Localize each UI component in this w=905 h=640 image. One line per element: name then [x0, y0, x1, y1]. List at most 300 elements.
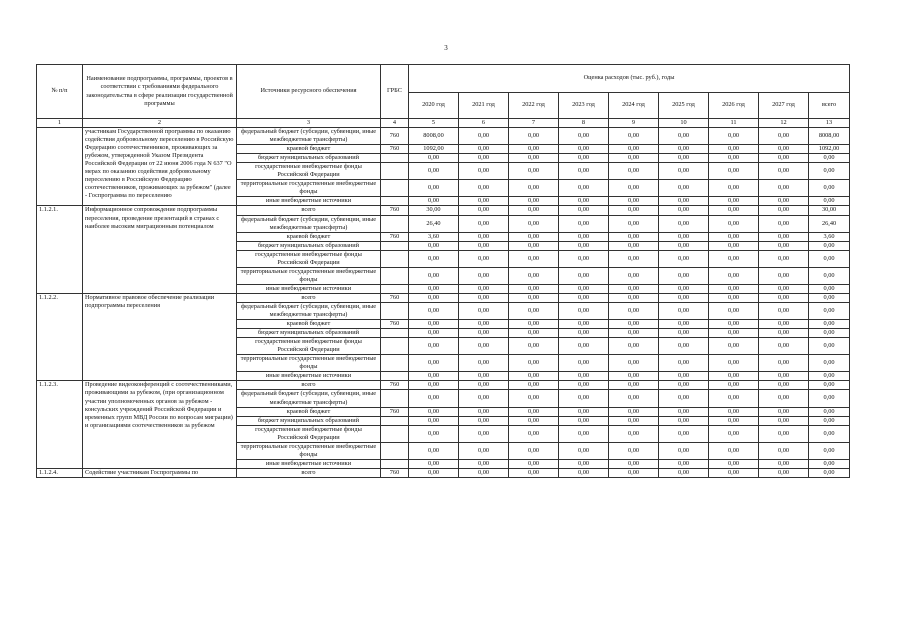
expense-value: 0,00: [709, 425, 759, 442]
expense-value: 0,00: [509, 338, 559, 355]
expense-value: 0,00: [659, 293, 709, 302]
column-number: 11: [709, 119, 759, 128]
header-year: 2024 год: [609, 93, 659, 119]
expense-value: 0,00: [559, 381, 609, 390]
expense-value: 0,00: [659, 128, 709, 145]
header-year: 2021 год: [459, 93, 509, 119]
expense-value: 0,00: [809, 468, 850, 477]
header-grbs: ГРБС: [381, 65, 409, 119]
expense-value: 0,00: [409, 241, 459, 250]
expense-value: 0,00: [759, 267, 809, 284]
column-number: 1: [37, 119, 83, 128]
expense-value: 0,00: [459, 372, 509, 381]
expense-value: 0,00: [459, 206, 509, 215]
expense-value: 0,00: [659, 320, 709, 329]
expense-value: 0,00: [759, 381, 809, 390]
expense-value: 0,00: [459, 320, 509, 329]
column-number: 6: [459, 119, 509, 128]
expense-value: 0,00: [809, 180, 850, 197]
header-year: 2020 год: [409, 93, 459, 119]
funding-source: федеральный бюджет (субсидии, субвенции, иные межбюджетные трансферты): [237, 390, 381, 407]
expense-value: 0,00: [559, 390, 609, 407]
expense-value: 26,40: [809, 215, 850, 232]
expense-value: 0,00: [609, 390, 659, 407]
funding-source: государственные внебюджетные фонды Российской Федерации: [237, 338, 381, 355]
expense-value: 0,00: [609, 293, 659, 302]
expense-value: 0,00: [709, 180, 759, 197]
expense-value: 0,00: [659, 206, 709, 215]
expense-value: 0,00: [709, 232, 759, 241]
expense-value: 0,00: [809, 284, 850, 293]
expense-value: 0,00: [409, 381, 459, 390]
page-number: 3: [444, 44, 448, 52]
expense-value: 0,00: [509, 381, 559, 390]
expense-value: 0,00: [559, 293, 609, 302]
expense-value: 0,00: [709, 372, 759, 381]
grbs-code: [381, 284, 409, 293]
expense-value: 0,00: [559, 206, 609, 215]
expense-value: 0,00: [409, 302, 459, 319]
expense-value: 1092,00: [809, 145, 850, 154]
grbs-code: 760: [381, 293, 409, 302]
grbs-code: [381, 215, 409, 232]
expense-value: 0,00: [759, 329, 809, 338]
expense-value: 30,00: [409, 206, 459, 215]
expense-value: 0,00: [459, 215, 509, 232]
expense-value: 0,00: [759, 442, 809, 459]
expense-value: 0,00: [759, 215, 809, 232]
expense-value: 0,00: [809, 425, 850, 442]
column-number: 8: [559, 119, 609, 128]
expense-value: 0,00: [509, 197, 559, 206]
expense-value: 0,00: [459, 442, 509, 459]
expense-value: 0,00: [509, 284, 559, 293]
expense-value: 0,00: [659, 232, 709, 241]
expense-value: 0,00: [809, 338, 850, 355]
expense-value: 0,00: [759, 302, 809, 319]
grbs-code: [381, 302, 409, 319]
expense-value: 0,00: [409, 284, 459, 293]
column-number: 7: [509, 119, 559, 128]
expense-value: 0,00: [709, 390, 759, 407]
expense-value: 0,00: [709, 267, 759, 284]
expense-value: 0,00: [809, 320, 850, 329]
expense-value: 0,00: [509, 293, 559, 302]
grbs-code: [381, 416, 409, 425]
header-year: 2023 год: [559, 93, 609, 119]
grbs-code: [381, 197, 409, 206]
expense-value: 0,00: [459, 302, 509, 319]
expense-value: 0,00: [659, 180, 709, 197]
expense-value: 0,00: [809, 293, 850, 302]
expense-value: 0,00: [609, 267, 659, 284]
expense-value: 0,00: [759, 180, 809, 197]
expense-value: 0,00: [509, 355, 559, 372]
funding-source: государственные внебюджетные фонды Российской Федерации: [237, 425, 381, 442]
expense-value: 0,00: [709, 442, 759, 459]
expense-value: 0,00: [609, 468, 659, 477]
grbs-code: [381, 372, 409, 381]
expense-value: 0,00: [509, 372, 559, 381]
grbs-code: 760: [381, 128, 409, 145]
expense-value: 0,00: [509, 180, 559, 197]
expense-value: 0,00: [759, 154, 809, 163]
expense-value: 0,00: [559, 154, 609, 163]
expense-value: 0,00: [809, 407, 850, 416]
expense-value: 0,00: [709, 145, 759, 154]
expense-value: 0,00: [609, 442, 659, 459]
grbs-code: 760: [381, 320, 409, 329]
expense-value: 0,00: [609, 372, 659, 381]
grbs-code: [381, 180, 409, 197]
expense-value: 0,00: [759, 372, 809, 381]
row-number: 1.1.2.4.: [37, 468, 83, 477]
expense-value: 0,00: [509, 232, 559, 241]
expense-value: 0,00: [459, 459, 509, 468]
expense-value: 0,00: [609, 459, 659, 468]
expense-value: 0,00: [759, 468, 809, 477]
expense-value: 0,00: [609, 355, 659, 372]
expense-value: 0,00: [659, 425, 709, 442]
expense-value: 0,00: [609, 407, 659, 416]
expense-value: 0,00: [659, 329, 709, 338]
column-number: 10: [659, 119, 709, 128]
funding-source: территориальные государственные внебюджетные фонды: [237, 267, 381, 284]
expense-value: 0,00: [559, 128, 609, 145]
expense-value: 0,00: [559, 338, 609, 355]
expense-value: 0,00: [659, 407, 709, 416]
expense-value: 0,00: [509, 468, 559, 477]
expense-value: 0,00: [759, 128, 809, 145]
grbs-code: [381, 329, 409, 338]
expense-value: 0,00: [409, 163, 459, 180]
expense-value: 0,00: [559, 163, 609, 180]
expense-value: 0,00: [659, 215, 709, 232]
header-num: № п/п: [37, 65, 83, 119]
funding-source: краевой бюджет: [237, 232, 381, 241]
expense-value: 0,00: [409, 425, 459, 442]
expense-value: 0,00: [709, 215, 759, 232]
funding-source: бюджет муниципальных образований: [237, 154, 381, 163]
expense-value: 0,00: [759, 163, 809, 180]
expense-value: 0,00: [809, 241, 850, 250]
expense-value: 0,00: [459, 381, 509, 390]
expense-value: 0,00: [509, 329, 559, 338]
funding-source: федеральный бюджет (субсидии, субвенции, иные межбюджетные трансферты): [237, 215, 381, 232]
expense-value: 0,00: [559, 241, 609, 250]
expense-value: 0,00: [659, 302, 709, 319]
funding-source: бюджет муниципальных образований: [237, 241, 381, 250]
expense-value: 0,00: [459, 154, 509, 163]
row-number: 1.1.2.1.: [37, 206, 83, 293]
expense-value: 0,00: [559, 267, 609, 284]
header-year: 2022 год: [509, 93, 559, 119]
expense-value: 0,00: [609, 250, 659, 267]
expense-value: 0,00: [759, 197, 809, 206]
column-number: 4: [381, 119, 409, 128]
expense-value: 0,00: [459, 163, 509, 180]
grbs-code: [381, 425, 409, 442]
column-number: 12: [759, 119, 809, 128]
expense-value: 0,00: [459, 355, 509, 372]
expense-value: 0,00: [759, 338, 809, 355]
expense-value: 0,00: [509, 416, 559, 425]
expense-value: 0,00: [759, 145, 809, 154]
expense-value: 26,40: [409, 215, 459, 232]
expense-value: 0,00: [759, 241, 809, 250]
expense-value: 0,00: [409, 267, 459, 284]
expense-value: 0,00: [559, 355, 609, 372]
expense-value: 0,00: [709, 407, 759, 416]
expense-value: 0,00: [659, 459, 709, 468]
expense-value: 0,00: [759, 232, 809, 241]
expense-value: 0,00: [709, 468, 759, 477]
expense-value: 0,00: [709, 284, 759, 293]
expense-value: 0,00: [659, 390, 709, 407]
expense-value: 0,00: [609, 416, 659, 425]
expense-value: 3,60: [409, 232, 459, 241]
expense-value: 0,00: [709, 241, 759, 250]
expense-value: 0,00: [409, 338, 459, 355]
column-number: 3: [237, 119, 381, 128]
expense-value: 0,00: [559, 329, 609, 338]
grbs-code: 760: [381, 206, 409, 215]
activity-name: Нормативное правовое обеспечение реализации подпрограммы переселения: [83, 293, 237, 380]
expense-value: 0,00: [459, 241, 509, 250]
expense-value: 0,00: [509, 267, 559, 284]
expense-value: 0,00: [559, 407, 609, 416]
expense-value: 0,00: [609, 206, 659, 215]
expense-value: 0,00: [409, 468, 459, 477]
expense-value: 0,00: [809, 390, 850, 407]
grbs-code: [381, 267, 409, 284]
expense-value: 0,00: [759, 293, 809, 302]
funding-source: краевой бюджет: [237, 145, 381, 154]
grbs-code: 760: [381, 232, 409, 241]
expense-value: 0,00: [509, 442, 559, 459]
expense-value: 0,00: [509, 145, 559, 154]
expense-value: 0,00: [559, 416, 609, 425]
expense-value: 0,00: [459, 232, 509, 241]
row-number: 1.1.2.3.: [37, 381, 83, 468]
expense-value: 0,00: [809, 267, 850, 284]
expense-value: 0,00: [509, 390, 559, 407]
expense-value: 0,00: [759, 390, 809, 407]
expense-value: 0,00: [659, 338, 709, 355]
expense-value: 0,00: [709, 355, 759, 372]
grbs-code: [381, 459, 409, 468]
expense-value: 0,00: [759, 250, 809, 267]
expense-value: 0,00: [809, 372, 850, 381]
expense-value: 0,00: [759, 206, 809, 215]
funding-source: краевой бюджет: [237, 320, 381, 329]
funding-source: территориальные государственные внебюджетные фонды: [237, 442, 381, 459]
expense-value: 0,00: [809, 250, 850, 267]
expense-value: 0,00: [459, 468, 509, 477]
expense-value: 0,00: [609, 338, 659, 355]
expense-value: 0,00: [759, 425, 809, 442]
expense-value: 0,00: [459, 267, 509, 284]
expense-value: 0,00: [559, 215, 609, 232]
expense-value: 0,00: [509, 163, 559, 180]
funding-source: федеральный бюджет (субсидии, субвенции, иные межбюджетные трансферты): [237, 128, 381, 145]
expense-value: 0,00: [609, 329, 659, 338]
funding-source: всего: [237, 293, 381, 302]
expense-value: 0,00: [809, 154, 850, 163]
column-number: 9: [609, 119, 659, 128]
expense-value: 0,00: [409, 293, 459, 302]
header-year: 2026 год: [709, 93, 759, 119]
grbs-code: [381, 154, 409, 163]
grbs-code: [381, 250, 409, 267]
column-number: 13: [809, 119, 850, 128]
expense-value: 0,00: [809, 442, 850, 459]
expense-value: 0,00: [709, 154, 759, 163]
expense-value: 0,00: [409, 390, 459, 407]
activity-name: участникам Государственной программы по оказанию содействия добровольному переселению в Российскую Федерацию соотечественников, проживающих за рубежом, утвержденной Указом Президента Российской Федерации от 22 июня 2006 года N 637 "О мерах по оказанию содействия добровольному переселению в Российскую Федерацию соотечественников, проживающих за рубежом" (далее - Госпрограмма по переселению: [83, 128, 237, 206]
expense-value: 0,00: [409, 372, 459, 381]
expense-value: 0,00: [459, 416, 509, 425]
expense-value: 0,00: [709, 197, 759, 206]
expense-value: 3,60: [809, 232, 850, 241]
expense-value: 0,00: [559, 250, 609, 267]
table-row: [37, 128, 850, 145]
header-source: Источники ресурсного обеспечения: [237, 65, 381, 119]
header-year: всего: [809, 93, 850, 119]
expense-value: 0,00: [409, 154, 459, 163]
expense-value: 0,00: [459, 128, 509, 145]
expense-value: 0,00: [609, 232, 659, 241]
activity-name: Содействие участникам Госпрограммы по: [83, 468, 237, 477]
expense-value: 0,00: [809, 459, 850, 468]
funding-source: всего: [237, 381, 381, 390]
expense-value: 0,00: [809, 416, 850, 425]
expense-value: 0,00: [609, 425, 659, 442]
funding-source: иные внебюджетные источники: [237, 459, 381, 468]
funding-source: всего: [237, 468, 381, 477]
expense-value: 0,00: [659, 442, 709, 459]
expense-value: 0,00: [709, 293, 759, 302]
expense-value: 0,00: [759, 284, 809, 293]
expense-value: 0,00: [609, 128, 659, 145]
expense-value: 0,00: [409, 320, 459, 329]
expense-value: 0,00: [559, 442, 609, 459]
table-row: [37, 381, 850, 390]
expense-value: 0,00: [709, 302, 759, 319]
expense-value: 0,00: [509, 128, 559, 145]
expense-value: 0,00: [659, 284, 709, 293]
expense-value: 0,00: [509, 459, 559, 468]
expense-value: 0,00: [709, 320, 759, 329]
expense-value: 0,00: [809, 355, 850, 372]
expense-value: 0,00: [459, 338, 509, 355]
expense-value: 0,00: [659, 416, 709, 425]
activity-name: Проведение видеоконференций с соотечественниками, проживающими за рубежом, (при организационном участии уполномоченных органов за рубежом - консульских учреждений Российской Федерации и временных групп МВД России по вопросам миграции) и организациями соотечественников за рубежом: [83, 381, 237, 468]
table-row: [37, 468, 850, 477]
expense-value: 0,00: [559, 180, 609, 197]
expense-value: 0,00: [509, 250, 559, 267]
expense-value: 0,00: [459, 145, 509, 154]
expense-value: 0,00: [409, 355, 459, 372]
expense-value: 0,00: [609, 145, 659, 154]
expense-value: 0,00: [409, 407, 459, 416]
expense-value: 8008,00: [809, 128, 850, 145]
expense-value: 0,00: [559, 145, 609, 154]
expense-value: 0,00: [559, 372, 609, 381]
grbs-code: [381, 390, 409, 407]
grbs-code: [381, 338, 409, 355]
grbs-code: [381, 241, 409, 250]
expense-value: 0,00: [559, 320, 609, 329]
header-year: 2027 год: [759, 93, 809, 119]
expense-value: 0,00: [659, 154, 709, 163]
expense-value: 0,00: [609, 241, 659, 250]
funding-source: территориальные государственные внебюджетные фонды: [237, 180, 381, 197]
expense-value: 30,00: [809, 206, 850, 215]
expense-value: 0,00: [709, 163, 759, 180]
expense-value: 0,00: [609, 284, 659, 293]
expense-value: 0,00: [559, 232, 609, 241]
expense-value: 0,00: [659, 250, 709, 267]
table-row: [37, 293, 850, 302]
expense-value: 0,00: [509, 206, 559, 215]
grbs-code: [381, 163, 409, 180]
funding-source: всего: [237, 206, 381, 215]
column-number: 2: [83, 119, 237, 128]
expense-value: 0,00: [509, 407, 559, 416]
expense-table: [36, 64, 850, 478]
expense-value: 0,00: [659, 355, 709, 372]
expense-value: 0,00: [409, 250, 459, 267]
expense-value: 0,00: [809, 302, 850, 319]
expense-value: 0,00: [609, 381, 659, 390]
expense-value: 0,00: [659, 163, 709, 180]
row-number: 1.1.2.2.: [37, 293, 83, 380]
expense-value: 0,00: [759, 355, 809, 372]
expense-value: 0,00: [759, 407, 809, 416]
expense-value: 0,00: [709, 250, 759, 267]
expense-value: 0,00: [809, 329, 850, 338]
expense-value: 0,00: [809, 197, 850, 206]
expense-value: 0,00: [459, 250, 509, 267]
expense-value: 0,00: [759, 459, 809, 468]
expense-value: 0,00: [609, 197, 659, 206]
expense-value: 0,00: [709, 206, 759, 215]
activity-name: Информационное сопровождение подпрограммы переселения, проведение презентаций в странах с наиболее высоким миграционным потенциалом: [83, 206, 237, 293]
expense-value: 0,00: [659, 381, 709, 390]
expense-value: 0,00: [409, 329, 459, 338]
funding-source: государственные внебюджетные фонды Российской Федерации: [237, 163, 381, 180]
expense-value: 0,00: [609, 320, 659, 329]
expense-value: 0,00: [809, 381, 850, 390]
funding-source: бюджет муниципальных образований: [237, 329, 381, 338]
expense-value: 0,00: [559, 459, 609, 468]
grbs-code: 760: [381, 407, 409, 416]
header-estimate: Оценка расходов (тыс. руб.), годы: [409, 65, 850, 93]
expense-value: 0,00: [609, 163, 659, 180]
expense-value: 0,00: [809, 163, 850, 180]
expense-value: 0,00: [409, 180, 459, 197]
table-row: [37, 206, 850, 215]
expense-value: 0,00: [459, 407, 509, 416]
funding-source: бюджет муниципальных образований: [237, 416, 381, 425]
expense-value: 0,00: [559, 302, 609, 319]
expense-value: 0,00: [459, 390, 509, 407]
expense-value: 0,00: [609, 215, 659, 232]
grbs-code: [381, 355, 409, 372]
funding-source: иные внебюджетные источники: [237, 197, 381, 206]
column-number: 5: [409, 119, 459, 128]
